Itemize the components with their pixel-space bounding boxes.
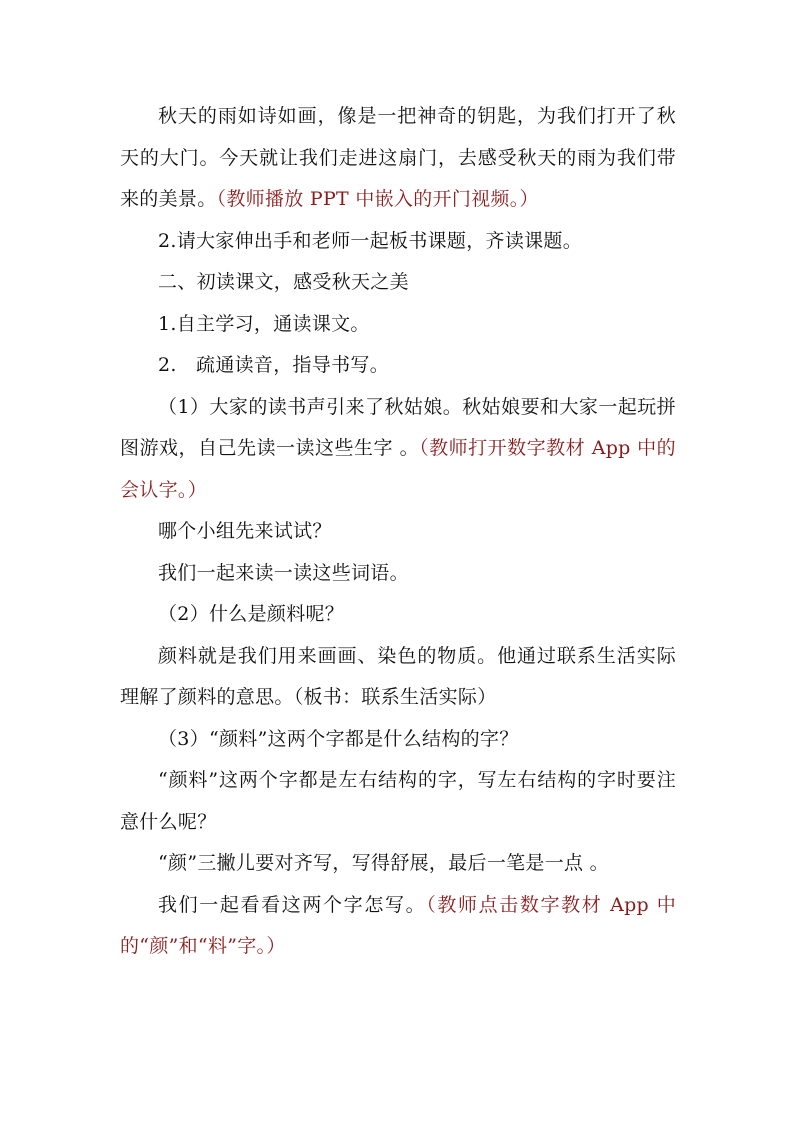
paragraph-text: （1）大家的读书声引来了秋姑娘。秋姑娘要和大家一起玩拼图游戏，自己先读一读这些生字 。 bbox=[120, 395, 676, 459]
paragraph-text: 我们一起看看这两个字怎写。 bbox=[158, 893, 427, 916]
paragraph-text: 我们一起来读一读这些词语。 bbox=[158, 561, 409, 584]
paragraph-text: 秋天的雨如诗如画，像是一把神奇的钥匙，为我们打开了秋天的大门。今天就让我们走进这扇门，去感受秋天的雨为我们带来的美景。 bbox=[120, 105, 676, 210]
paragraph-text: 2.请大家伸出手和老师一起板书课题，齐读课题。 bbox=[158, 229, 583, 252]
teacher-note: （教师点击数字教材 App 中的“颜”和“料”字。） bbox=[120, 893, 676, 957]
paragraph-question bbox=[120, 511, 676, 553]
paragraph-item-1 bbox=[120, 387, 676, 512]
paragraph-read-words bbox=[120, 553, 676, 595]
paragraph-intro bbox=[120, 96, 676, 221]
paragraph-text: “颜料”这两个字都是左右结构的字，写左右结构的字时要注意什么呢？ bbox=[120, 769, 676, 833]
paragraph-step-2 bbox=[120, 221, 676, 263]
lesson-plan-body bbox=[120, 96, 676, 968]
teacher-note: （教师播放 PPT 中嵌入的开门视频。） bbox=[216, 188, 539, 210]
paragraph-text: 1.自主学习，通读课文。 bbox=[158, 312, 370, 335]
paragraph-text: 颜料就是我们用来画画、染色的物质。他通过联系生活实际理解了颜料的意思。（板书：联系生活实际） bbox=[120, 644, 676, 708]
paragraph-text: 二、初读课文，感受秋天之美 bbox=[158, 271, 409, 293]
paragraph-pigment-explanation bbox=[120, 636, 676, 719]
paragraph-watch-writing bbox=[120, 885, 676, 968]
paragraph-text: “颜”三撇儿要对齐写，写得舒展，最后一笔是一点 。 bbox=[158, 852, 609, 874]
section-heading bbox=[120, 262, 676, 304]
paragraph-text: （2）什么是颜料呢？ bbox=[158, 603, 345, 625]
teacher-note: （教师打开数字教材 App 中的会认字。） bbox=[120, 437, 676, 501]
paragraph-text: （3）“颜料”这两个字都是什么结构的字？ bbox=[158, 727, 519, 750]
paragraph-step-2b bbox=[120, 345, 676, 387]
paragraph-structure bbox=[120, 760, 676, 843]
paragraph-item-2 bbox=[120, 594, 676, 636]
paragraph-stroke-tip bbox=[120, 843, 676, 885]
paragraph-text: 哪个小组先来试试？ bbox=[158, 520, 332, 542]
paragraph-text: 2. 疏通读音，指导书写。 bbox=[158, 354, 390, 376]
paragraph-step-1 bbox=[120, 304, 676, 346]
paragraph-item-3 bbox=[120, 719, 676, 761]
